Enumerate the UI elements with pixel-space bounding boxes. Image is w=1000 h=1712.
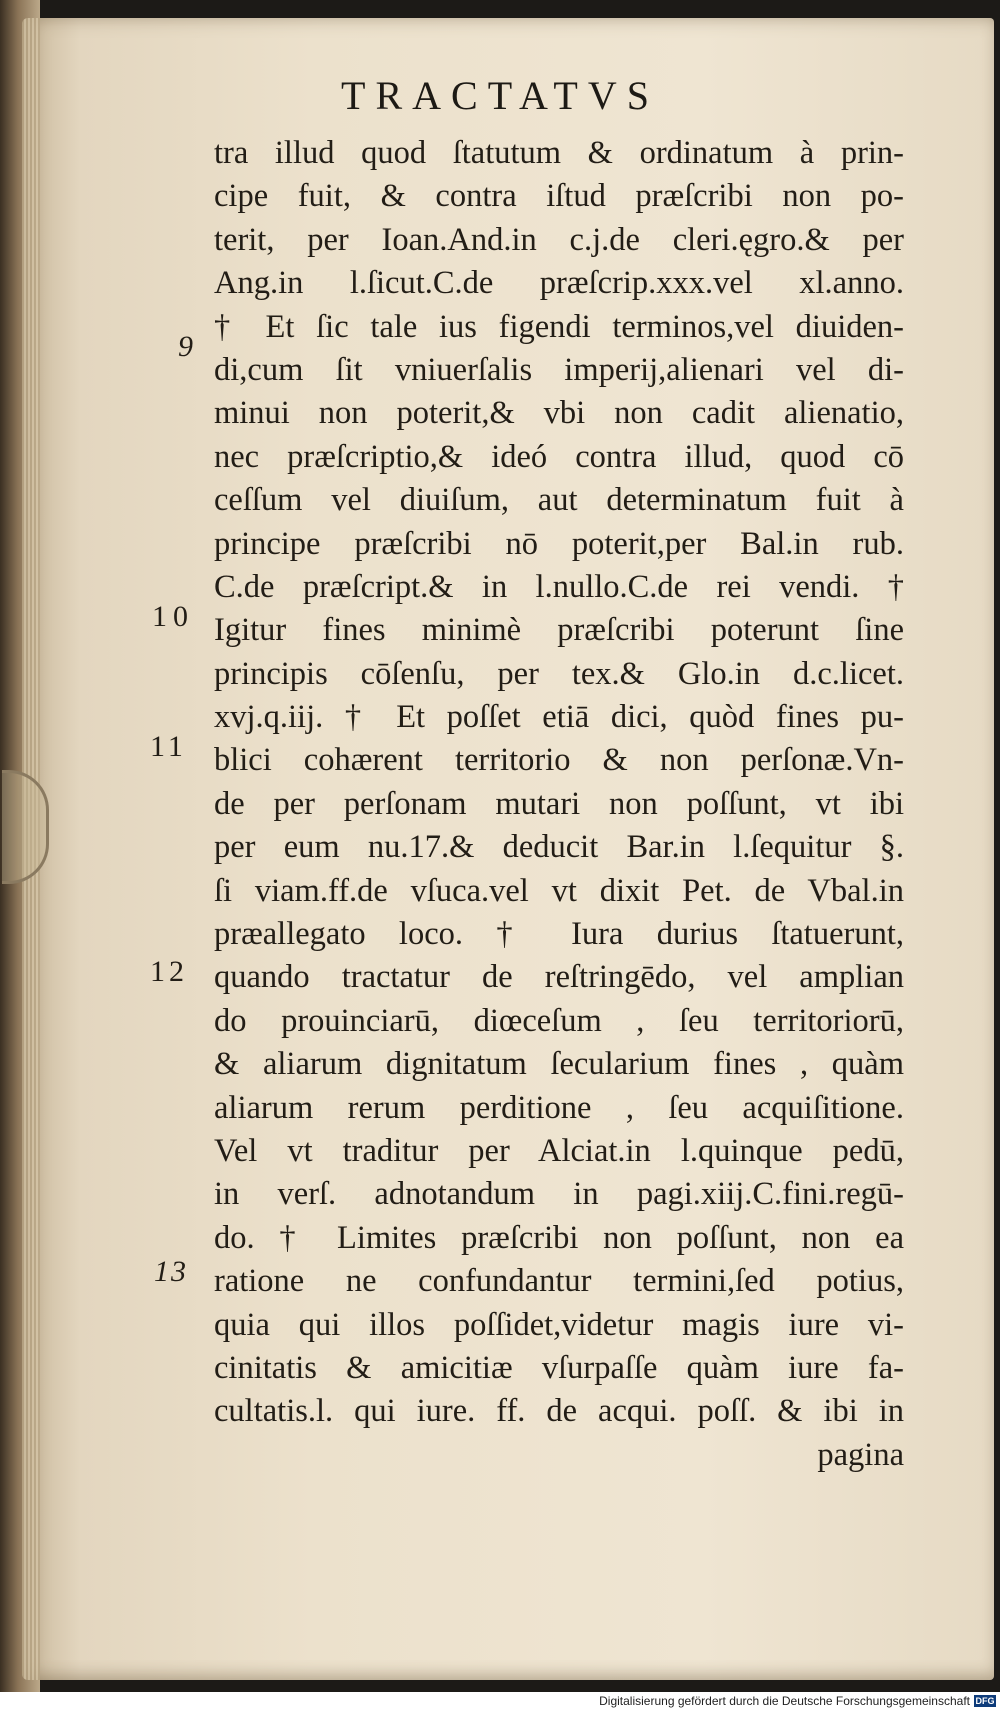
text-line: do. † Limites præſcribi non poſſunt, non ea (214, 1219, 904, 1256)
text-line: xvj.q.iij. † Et poſſet etiā dici, quòd fines pu- (214, 699, 904, 736)
text-line: do prouinciarū, diœceſum , ſeu territoriorū, (214, 1002, 904, 1039)
text-line: per eum nu.17.& deducit Bar.in l.ſequitur §. (214, 829, 904, 866)
text-line: cinitatis & amicitiæ vſurpaſſe quàm iure fa- (214, 1349, 904, 1386)
text-line: † Et ſic tale ius figendi terminos,vel diuiden- (214, 308, 904, 345)
text-line: quando tractatur de reſtringēdo, vel amplian (214, 959, 904, 996)
digitization-credit: Digitalisierung gefördert durch die Deutsche Forschungsgemeinschaft (599, 1694, 970, 1708)
text-line: præallegato loco. † Iura durius ſtatuerunt, (214, 916, 904, 953)
text-line: ratione ne confundantur termini,ſed potius, (214, 1263, 904, 1300)
text-line: ſi viam.ff.de vſuca.vel vt dixit Pet. de Vbal.in (214, 872, 904, 909)
text-line: tra illud quod ſtatutum & ordinatum à prin- (214, 135, 904, 171)
text-line: principe præſcribi nō poterit,per Bal.in rub. (214, 525, 904, 562)
dfg-logo: DFG (975, 1696, 995, 1706)
margin-number-9: 9 (178, 330, 193, 363)
text-line: de per perſonam mutari non poſſunt, vt ibi (214, 785, 904, 822)
margin-number-10: 10 (152, 600, 194, 633)
text-line: ceſſum vel diuiſum, aut determinatum fuit à (214, 482, 904, 519)
text-line: principis cōſenſu, per tex.& Glo.in d.c.licet. (214, 655, 904, 692)
running-head: TRACTATVS (341, 73, 659, 118)
margin-number-12: 12 (150, 955, 188, 988)
text-line: blici cohærent territorio & non perſonæ.Vn- (214, 742, 904, 779)
text-line: di,cum ſit vniuerſalis imperij,alienari vel di- (214, 351, 904, 388)
catchword: pagina (817, 1436, 904, 1473)
text-line: Ang.in l.ſicut.C.de præſcrip.xxx.vel xl.anno. (214, 265, 904, 302)
text-line: quia qui illos poſſidet,videtur magis iure vi- (214, 1306, 904, 1343)
main-text (214, 132, 904, 1477)
text-line: cipe fuit, & contra iſtud præſcribi non po- (214, 178, 904, 215)
text-line: in verſ. adnotandum in pagi.xiij.C.fini.regū- (214, 1176, 904, 1213)
text-line: Vel vt traditur per Alciat.in l.quinque pedū, (214, 1132, 904, 1169)
text-line: nec præſcriptio,& ideó contra illud, quod cō (214, 438, 904, 475)
text-line: aliarum rerum perditione , ſeu acquiſitione. (214, 1089, 904, 1126)
text-line: C.de præſcript.& in l.nullo.C.de rei vendi. † (214, 568, 904, 605)
text-line: Igitur fines minimè præſcribi poterunt ſine (214, 612, 904, 649)
margin-number-13: 13 (154, 1255, 188, 1288)
text-line: cultatis.l. qui iure. ff. de acqui. poſſ. & ibi in (214, 1393, 904, 1430)
text-line: & aliarum dignitatum ſecularium fines , quàm (214, 1046, 904, 1083)
text-line: minui non poterit,& vbi non cadit alienatio, (214, 395, 904, 432)
margin-number-11: 11 (150, 730, 187, 763)
text-line: terit, per Ioan.And.in c.j.de cleri.ęgro.& per (214, 221, 904, 258)
